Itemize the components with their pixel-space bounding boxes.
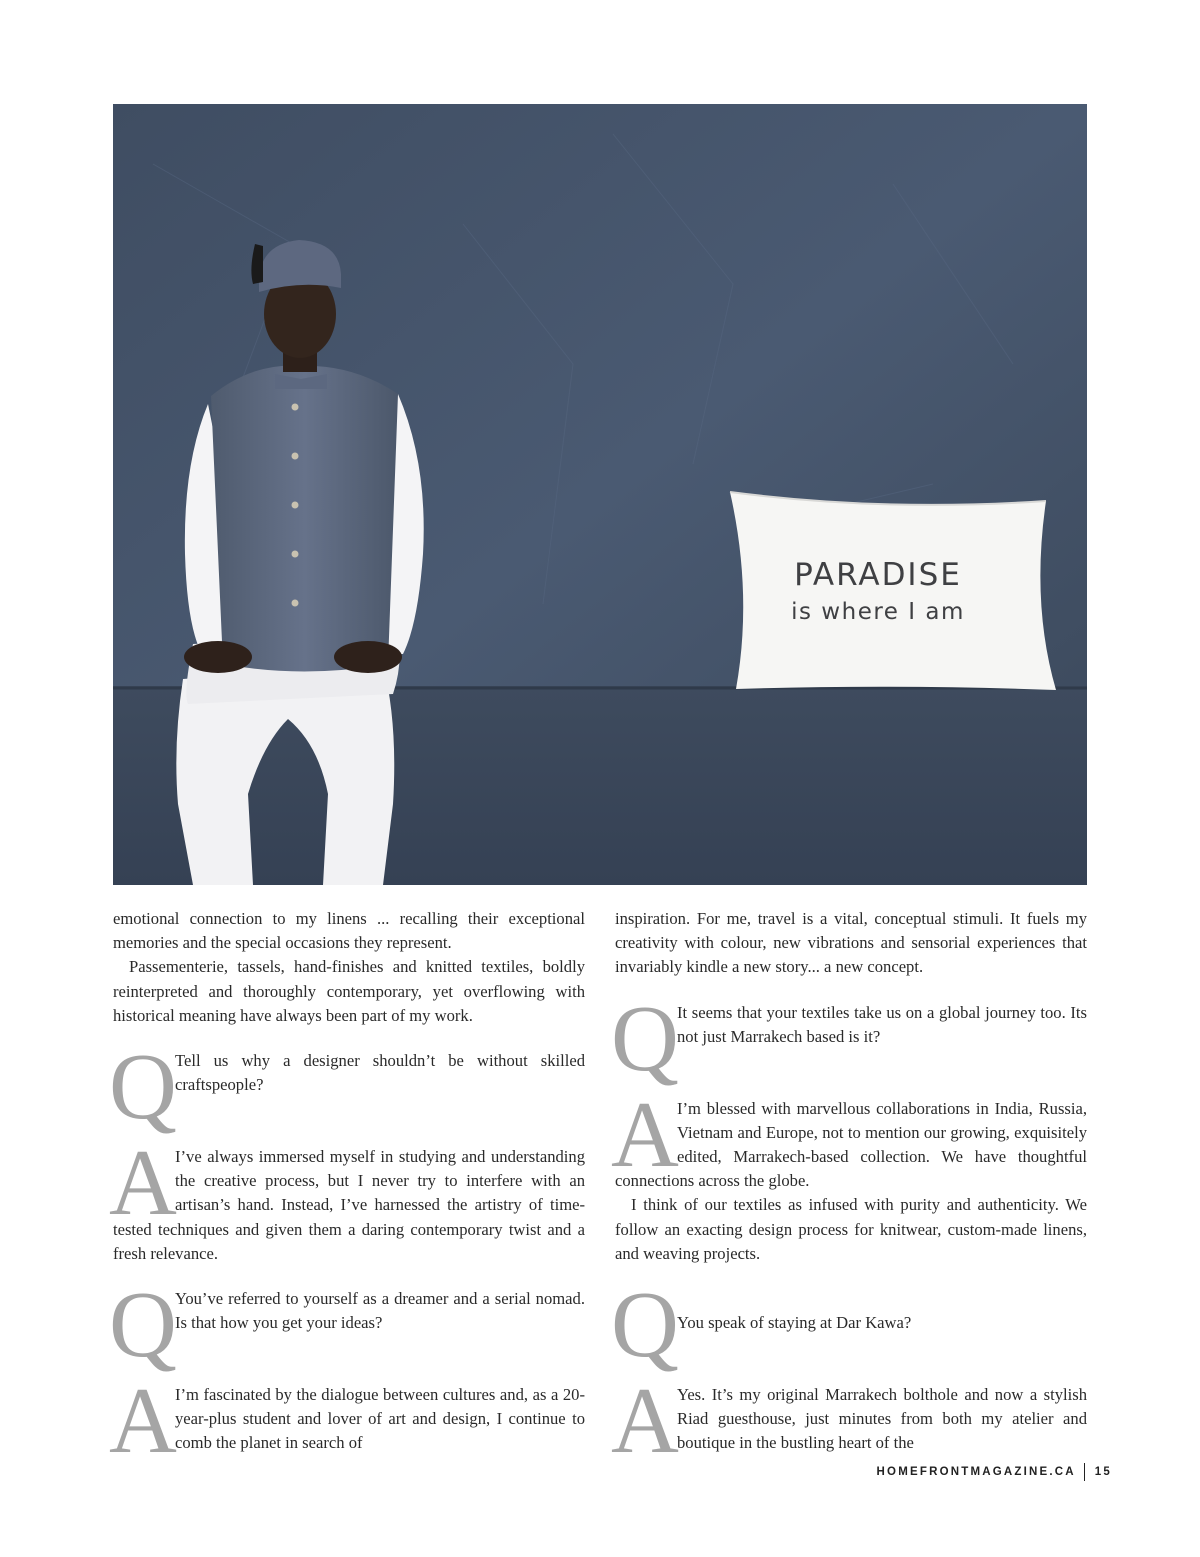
left-question-2	[109, 1273, 585, 1378]
right-question-1-text: It seems that your textiles take us on a global journey too. Its not just Marrakech based is it?	[677, 1002, 1087, 1046]
page-footer	[877, 1463, 1112, 1481]
pillow-line-1: PARADISE	[794, 557, 962, 593]
left-question-2-text: You’ve referred to yourself as a dreamer and a serial nomad. Is that how you get your ideas?	[175, 1289, 585, 1333]
dropcap-a: A	[109, 1369, 177, 1474]
left-question-1	[109, 1035, 585, 1140]
dropcap-q: Q	[109, 1035, 177, 1140]
right-paragraph-2: I think of our textiles as infused with purity and authenticity. We follow an exacting design process for knitwear, custom-made linens, and weaving projects.	[615, 1195, 1087, 1263]
right-question-2-text: You speak of staying at Dar Kawa?	[677, 1313, 912, 1333]
dropcap-a: A	[611, 1082, 679, 1187]
left-paragraph-2: Passementerie, tassels, hand-finishes and knitted textiles, boldly reinterpreted and thoroughly contemporary, yet overflowing with historical meaning have always been part of my work.	[113, 957, 585, 1025]
left-paragraph-1: emotional connection to my linens ... recalling their exceptional memories and the special occasions they represent.	[113, 909, 585, 953]
left-answer-2	[109, 1369, 585, 1474]
left-answer-2-text: I’m fascinated by the dialogue between cultures and, as a 20-year-plus student and lover of art and design, I continue to comb the planet in search of	[175, 1385, 585, 1453]
left-question-1-text: Tell us why a designer shouldn’t be without skilled craftspeople?	[175, 1051, 585, 1095]
left-answer-1	[109, 1131, 585, 1266]
dropcap-q: Q	[611, 1273, 679, 1378]
right-answer-1	[611, 1082, 1087, 1194]
photo-illustration	[113, 104, 1087, 885]
right-question-1	[611, 986, 1087, 1091]
footer-site[interactable]: HOMEFRONTMAGAZINE.CA	[876, 1466, 1076, 1478]
right-question-2	[611, 1273, 1087, 1378]
right-paragraph-1: inspiration. For me, travel is a vital, conceptual stimuli. It fuels my creativity with colour, new vibrations and sensorial experiences that invariably kindle a new story... a new concept.	[615, 909, 1087, 977]
left-column	[109, 907, 585, 1474]
right-answer-1-text: I’m blessed with marvellous collaborations in India, Russia, Vietnam and Europe, not to mention our growing, exquisitely edited, Marrakech-based collection. We have thoughtful connections across the globe.	[615, 1098, 1087, 1191]
right-answer-2-text: Yes. It’s my original Marrakech bolthole and now a stylish Riad guesthouse, just minutes from both my atelier and boutique in the bustling heart of the	[677, 1385, 1087, 1453]
footer-divider	[1084, 1463, 1085, 1481]
page-number: 15	[1094, 1466, 1112, 1478]
dropcap-q: Q	[109, 1273, 177, 1378]
dropcap-a: A	[109, 1131, 177, 1236]
dropcap-q: Q	[611, 986, 679, 1091]
left-answer-1-text: I’ve always immersed myself in studying and understanding the creative process, but I never try to interfere with an artisan’s hand. Instead, I’ve harnessed the artistry of time-tested techniques and given them a daring contemporary twist and a fresh relevance.	[113, 1147, 585, 1263]
pillow-line-2: is where I am	[791, 599, 965, 625]
dropcap-a: A	[611, 1369, 679, 1474]
hero-photo	[113, 104, 1087, 885]
